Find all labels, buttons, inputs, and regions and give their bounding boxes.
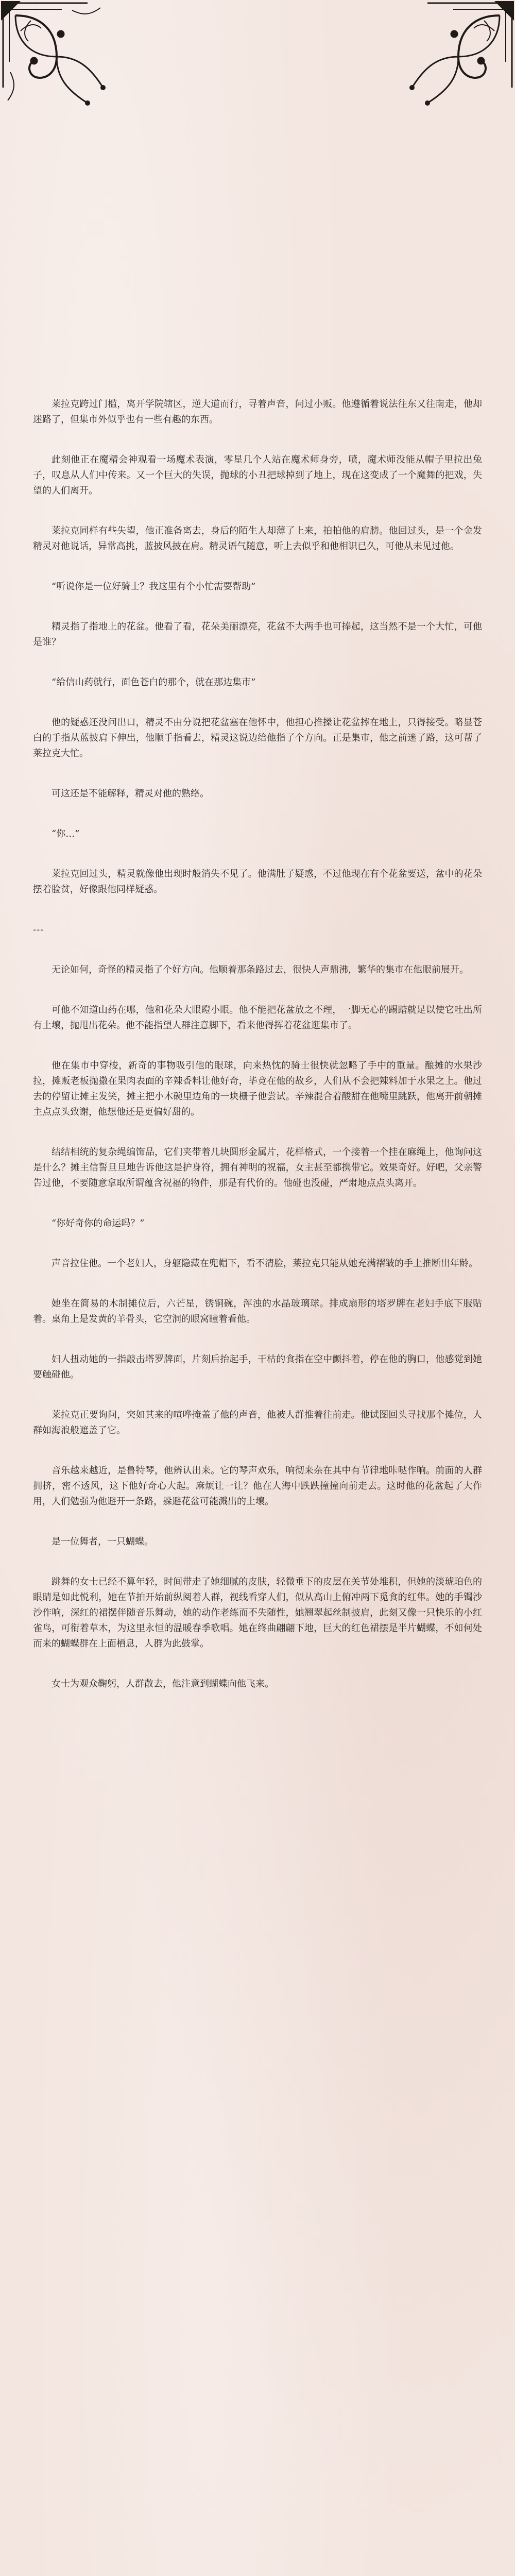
paragraph-6: “给信山药就行，面色苍白的那个，就在那边集市” xyxy=(52,677,256,688)
paragraph-23: 女士为观众鞠躬，人群散去，他注意到蝴蝶向他飞来。 xyxy=(52,1679,274,1689)
paragraph-3: 莱拉克同样有些失望，他正准备离去，身后的陌生人却薄了上来，拍拍他的肩膀。他回过头，是一个金发精灵对他说话，异常高挑，蓝披风披在肩。精灵语气随意，听上去似乎和他相识已久，可他从未见过他。 xyxy=(33,526,482,552)
paragraph-4: “听说你是一位好骑士？我这里有个小忙需要帮助” xyxy=(52,581,256,592)
paragraph-13: 他在集市中穿梭，新奇的事物吸引他的眼球，向来热忱的骑士很快就忽略了手中的重量。酿摊的水果沙拉，摊贩老板抛撒在果肉表面的辛辣香料让他好奇，毕竟在他的故乡，人们从不会把辣料加于水果之上。他过去的停留让摊主发笑，摊主把小木碗里边角的一块栅子他尝试。辛辣混合着酸甜在他嘴里跳跃，他离开前朝摊主点点头致谢，他想他还是更偏好甜的。 xyxy=(33,1060,482,1117)
story-content xyxy=(33,397,482,1692)
paragraph-7: 他的疑惑还没问出口，精灵不由分说把花盆塞在他怀中，他担心推搡让花盆摔在地上，只得接受。略显苍白的手指从蓝披肩下伸出，他顺手指看去，精灵这说边给他指了个方向。正是集市，他之前迷了路，这可帮了莱拉克大忙。 xyxy=(33,717,482,759)
section-separator: --- xyxy=(33,924,44,935)
paragraph-19: 莱拉克正要询问，突如其来的喧哗掩盖了他的声音，他被人群推着往前走。他试图回头寻找那个摊位，人群如海浪般遮盖了它。 xyxy=(33,1410,482,1436)
paragraph-12: 可他不知道山药在哪，他和花朵大眼瞪小眼。他不能把花盆放之不理，一脚无心的踢踏就足以使它吐出所有土壤，抛甩出花朵。他不能指望人群注意脚下，看来他得挥着花盆逛集市了。 xyxy=(33,1005,482,1031)
paragraph-20: 音乐越来越近，是鲁特琴，他辨认出来。它的琴声欢乐，响彻来杂在其中有节律地咔哒作响。前面的人群拥挤，密不透风，这下他好奇心大起。麻烦让一让？他在人海中跌跌撞撞向前走去。这时他的花盆起了大作用，人们勉强为他避开一条路，躲避花盆可能溅出的土壤。 xyxy=(33,1465,482,1507)
paragraph-22: 跳舞的女士已经不算年轻，时间带走了她细腻的皮肤，轻微垂下的皮层在关节处堆积，但她的淡琥珀色的眼睛是如此悦利，她在节拍开始前纵阅着人群，视线看穿人们，似从高山上俯冲两下觅食的红隼。她的手镯沙沙作响，深红的裙摆伴随音乐舞动，她的动作老练而不失随性，她翘翠起丝制披肩，此刻又像一只快乐的小红雀鸟，可衔着草木，为这里永恒的温暖春季歌唱。她在终曲翩翩下地，巨大的红色裙摆是半片蝴蝶，不如何处而来的蝴蝶群在上面栖息，人群为此鼓掌。 xyxy=(33,1577,482,1649)
paragraph-11: 无论如何，奇怪的精灵指了个好方向。他顺着那条路过去，很快人声鼎沸，繁华的集市在他眼前展开。 xyxy=(52,964,469,975)
paragraph-1: 莱拉克跨过门槛，离开学院辖区，逆大道而行，寻着声音，问过小贩。他遵循着说法往东又往南走，他却迷路了，但集市外似乎也有一些有趣的东西。 xyxy=(33,399,482,425)
paragraph-16: 声音拉住他。一个老妇人，身躯隐藏在兜帽下，看不清脸，莱拉克只能从她充满褶皱的手上推断出年龄。 xyxy=(52,1258,478,1269)
paragraph-5: 精灵指了指地上的花盆。他看了看，花朵美丽漂亮，花盆不大两手也可捧起，这当然不是一个大忙，可他是谁？ xyxy=(33,621,482,648)
paragraph-18: 妇人扭动她的一指敲击塔罗牌面，片刻后抬起手，干枯的食指在空中颤抖着，停在他的胸口，他感觉到她要触碰他。 xyxy=(33,1354,482,1380)
filigree-corner-icon xyxy=(391,0,515,124)
paragraph-9: “你…” xyxy=(52,828,80,839)
paragraph-17: 她坐在简易的木制摊位后，六芒星，锈铜碗，浑浊的水晶玻璃球。排成扇形的塔罗牌在老妇手底下服贴着。桌角上是发黄的羊骨头，它空洞的眼窝瞳着看他。 xyxy=(33,1298,482,1325)
paragraph-15: “你好奇你的命运吗？” xyxy=(52,1218,145,1229)
paragraph-10: 莱拉克回过头，精灵就像他出现时般消失不见了。他满肚子疑惑，不过他现在有个花盆要送，盆中的花朵摆着脸贫，好像跟他同样疑惑。 xyxy=(33,869,482,895)
paragraph-2: 此刻他正在魔精会神观看一场魔术表演，零星几个人站在魔术师身旁，喷，魔术师没能从帽子里拉出兔子，叹息从人们中传来。又一个巨大的失误，抛球的小丑把球掉到了地上，现在这变成了一个魔舞的把戏，失望的人们离开。 xyxy=(33,454,482,496)
paragraph-21: 是一位舞者，一只蝴蝶。 xyxy=(52,1536,153,1547)
paragraph-8: 可这还是不能解释，精灵对他的熟络。 xyxy=(52,788,209,799)
paragraph-14: 结结相统的复杂绳编饰品，它们夹带着几块圆形金属片，花样格式，一个接着一个挂在麻绳上，他询问这是什么？摊主信誓旦旦地告诉他这是护身符，拥有神明的祝福，女主甚至都携带它。效果奇好。好吧，父亲警告过他，不要随意拿取所谓蕴含祝福的物件，那是有代价的。他碰也没碰，严肃地点点头离开。 xyxy=(33,1147,482,1189)
corner-ornament-top-right xyxy=(391,0,515,124)
filigree-corner-icon xyxy=(0,0,124,124)
corner-ornament-top-left xyxy=(0,0,124,124)
